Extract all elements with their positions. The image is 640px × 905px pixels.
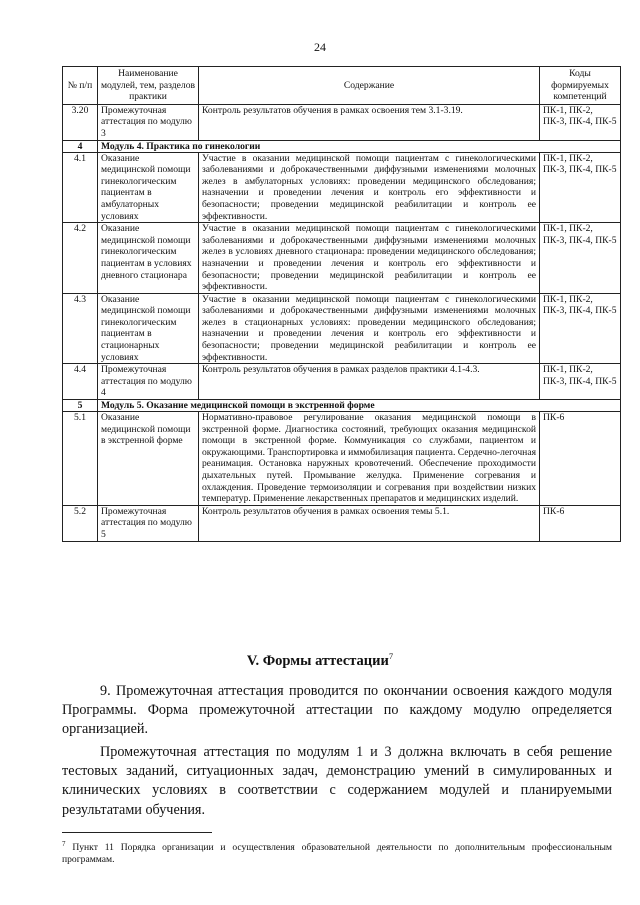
header-content: Содержание bbox=[199, 67, 540, 105]
row-codes: ПК-6 bbox=[540, 412, 621, 506]
module-num: 5 bbox=[63, 400, 98, 412]
table-row bbox=[63, 412, 621, 506]
row-content: Контроль результатов обучения в рамках разделов практики 4.1-4.3. bbox=[199, 364, 540, 400]
module-title: Модуль 5. Оказание медицинской помощи в экстренной форме bbox=[98, 400, 621, 412]
header-codes: Коды формируемых компетенций bbox=[540, 67, 621, 105]
row-content: Участие в оказании медицинской помощи пациентам с гинекологическими заболеваниями и доброкачественными диффузными изменениями молочных желез в амбулаторных условиях: проведении медицинского обследования; назначении и проведении лечения и контроль его эффективности и безопасности; проведении медицинской реабилитации и контроль ее эффективности. bbox=[199, 152, 540, 223]
row-name: Оказание медицинской помощи гинекологическим пациентам в амбулаторных условиях bbox=[98, 152, 199, 223]
row-codes: ПК-1, ПК-2, ПК-3, ПК-4, ПК-5 bbox=[540, 223, 621, 294]
table-row bbox=[63, 505, 621, 541]
row-num: 4.3 bbox=[63, 293, 98, 364]
page-number: 24 bbox=[314, 40, 326, 54]
row-content: Нормативно-правовое регулирование оказания медицинской помощи в экстренной форме. Диагностика состояний, требующих оказания медицинской помощи в экстренной форме. Коммуникация со службами, пациентом и окружающими. Транспортировка и иммобилизация пациента. Сердечно-легочная реанимация. Остановка наружных кровотечений. Обеспечение проходимости дыхательных путей. Промывание желудка. Применение согревания и охлаждения. Проведение термоизоляции и согревания при воздействии низких температур. Применение лекарственных препаратов и медицинских изделий. bbox=[199, 412, 540, 506]
row-num: 5.2 bbox=[63, 505, 98, 541]
module-row bbox=[63, 140, 621, 152]
row-codes: ПК-1, ПК-2, ПК-3, ПК-4, ПК-5 bbox=[540, 364, 621, 400]
header-num: № п/п bbox=[63, 67, 98, 105]
row-codes: ПК-6 bbox=[540, 505, 621, 541]
footnote-number: 7 bbox=[62, 840, 66, 848]
table-row bbox=[63, 223, 621, 294]
header-name: Наименование модулей, тем, разделов практики bbox=[98, 67, 199, 105]
row-content: Участие в оказании медицинской помощи пациентам с гинекологическими заболеваниями и доброкачественными диффузными изменениями молочных желез в условиях дневного стационара: проведении медицинского обследования; назначении и проведении лечения и контроль его эффективности и безопасности; проведении медицинской реабилитации и контроль ее эффективности. bbox=[199, 223, 540, 294]
footnote-mark: 7 bbox=[388, 651, 394, 661]
row-name: Оказание медицинской помощи гинекологическим пациентам в стационарных условиях bbox=[98, 293, 199, 364]
footnote-text: Пункт 11 Порядка организации и осуществления образовательной деятельности по дополнительным профессиональным программам. bbox=[62, 842, 612, 866]
row-name: Промежуточная аттестация по модулю 3 bbox=[98, 104, 199, 140]
footnote-divider bbox=[62, 832, 212, 833]
paragraph-intermediate-attestation: 9. Промежуточная аттестация проводится по окончании освоения каждого модуля Программы. Форма промежуточной аттестации по каждому модулю определяется организацией. bbox=[62, 683, 612, 738]
table-row bbox=[63, 364, 621, 400]
row-num: 5.1 bbox=[63, 412, 98, 506]
row-num: 4.1 bbox=[63, 152, 98, 223]
row-num: 3.20 bbox=[63, 104, 98, 140]
table-row bbox=[63, 104, 621, 140]
row-num: 4.2 bbox=[63, 223, 98, 294]
row-codes: ПК-1, ПК-2, ПК-3, ПК-4, ПК-5 bbox=[540, 293, 621, 364]
section-title: V. Формы аттестации bbox=[246, 652, 389, 669]
row-content: Контроль результатов обучения в рамках освоения темы 5.1. bbox=[199, 505, 540, 541]
row-content: Участие в оказании медицинской помощи пациентам с гинекологическими заболеваниями и доброкачественными диффузными изменениями молочных желез в стационарных условиях: проведении медицинского обследования; назначении и проведении лечения и контроль его эффективности и безопасности; проведении медицинской реабилитации и контроль ее эффективности. bbox=[199, 293, 540, 364]
module-title: Модуль 4. Практика по гинекологии bbox=[98, 140, 621, 152]
module-num: 4 bbox=[63, 140, 98, 152]
module-row bbox=[63, 400, 621, 412]
section-heading bbox=[0, 651, 640, 670]
table-header-row bbox=[63, 67, 621, 105]
row-codes: ПК-1, ПК-2, ПК-3, ПК-4, ПК-5 bbox=[540, 152, 621, 223]
table-row bbox=[63, 293, 621, 364]
table-row bbox=[63, 152, 621, 223]
footnote bbox=[62, 838, 612, 866]
row-content: Контроль результатов обучения в рамках освоения тем 3.1-3.19. bbox=[199, 104, 540, 140]
row-num: 4.4 bbox=[63, 364, 98, 400]
row-name: Промежуточная аттестация по модулю 4 bbox=[98, 364, 199, 400]
row-name: Оказание медицинской помощи гинекологическим пациентам в условиях дневного стационара bbox=[98, 223, 199, 294]
row-codes: ПК-1, ПК-2, ПК-3, ПК-4, ПК-5 bbox=[540, 104, 621, 140]
row-name: Оказание медицинской помощи в экстренной форме bbox=[98, 412, 199, 506]
row-name: Промежуточная аттестация по модулю 5 bbox=[98, 505, 199, 541]
program-content-table bbox=[62, 66, 621, 542]
paragraph-attestation-content: Промежуточная аттестация по модулям 1 и 3 должна включать в себя решение тестовых заданий, ситуационных задач, демонстрацию умений в симулированных и клинических условиях в соответствии с содержанием модулей и планируемыми результатами обучения. bbox=[62, 744, 612, 818]
